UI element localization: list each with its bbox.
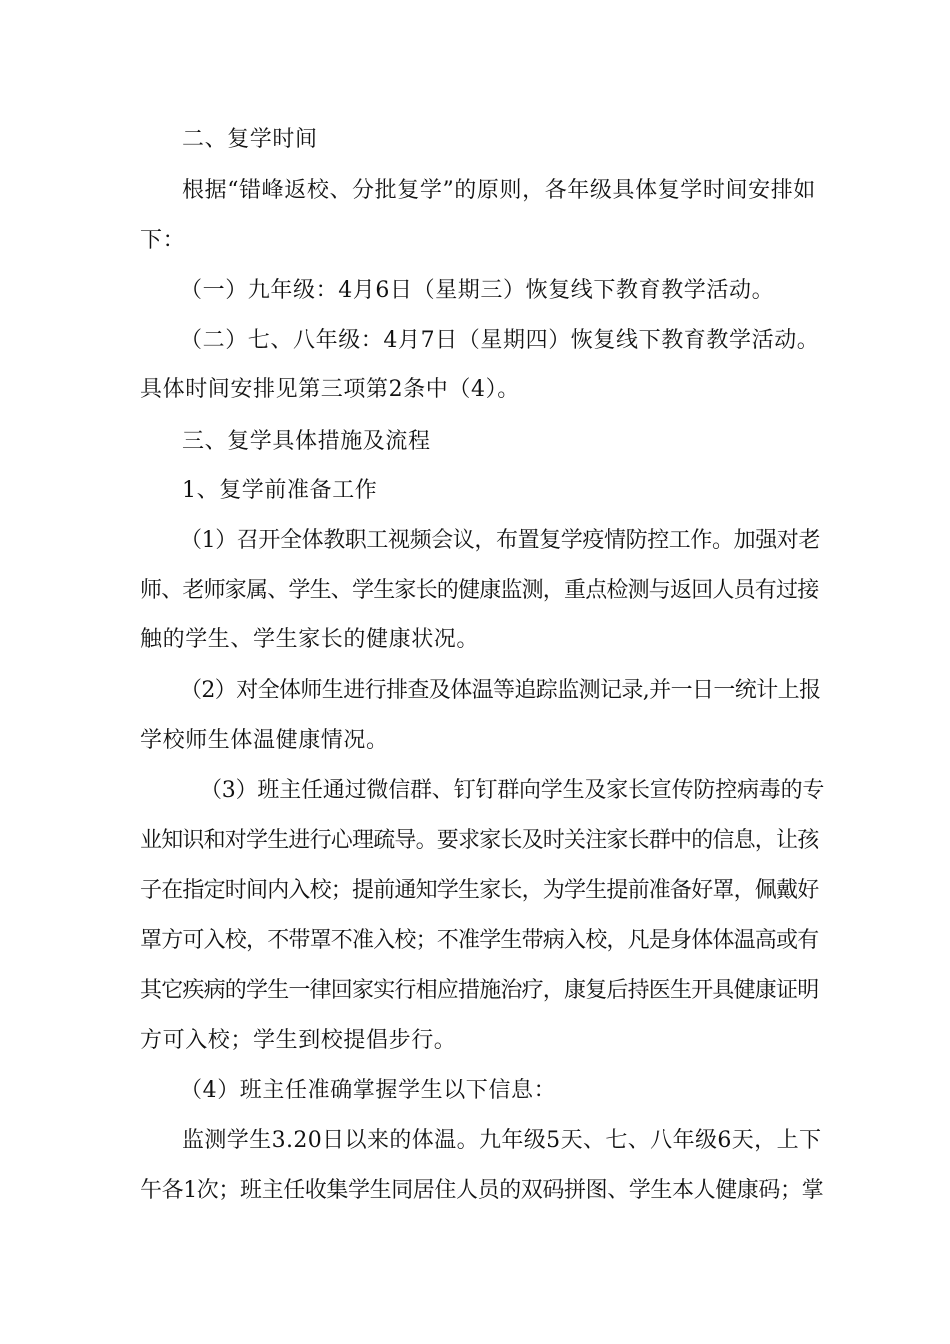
paragraph-line: 学校师生体温健康情况。 (140, 728, 389, 753)
paragraph-line: 根据“错峰返校、分批复学”的原则，各年级具体复学时间安排如 (182, 178, 816, 203)
paragraph-line: （4）班主任准确掌握学生以下信息： (180, 1078, 557, 1103)
paragraph-line: 子在指定时间内入校；提前通知学生家长，为学生提前准备好罩，佩戴好 (140, 878, 819, 903)
paragraph-line: 师、老师家属、学生、学生家长的健康监测，重点检测与返回人员有过接 (140, 578, 819, 603)
paragraph-line: 午各1次；班主任收集学生同居住人员的双码拼图、学生本人健康码；掌 (140, 1178, 824, 1203)
paragraph-line: （一）九年级：4月6日（星期三）恢复线下教育教学活动。 (180, 278, 775, 303)
subsection-heading-preparation: 1、复学前准备工作 (182, 478, 378, 503)
paragraph-line: 监测学生3.20日以来的体温。九年级5天、七、八年级6天，上下 (182, 1128, 822, 1153)
paragraph-line: 罩方可入校，不带罩不准入校；不准学生带病入校，凡是身体体温高或有 (140, 928, 819, 953)
paragraph-line: 具体时间安排见第三项第2条中（4）。 (140, 377, 520, 402)
paragraph-line: 业知识和对学生进行心理疏导。要求家长及时关注家长群中的信息，让孩 (140, 828, 819, 853)
paragraph-line: 触的学生、学生家长的健康状况。 (140, 627, 480, 652)
paragraph-line: 方可入校；学生到校提倡步行。 (140, 1028, 457, 1053)
section-heading-measures: 三、复学具体措施及流程 (182, 429, 431, 454)
paragraph-line: （二）七、八年级：4月7日（星期四）恢复线下教育教学活动。 (180, 328, 820, 353)
paragraph-line: （3）班主任通过微信群、钉钉群向学生及家长宣传防控病毒的专 (200, 778, 825, 803)
paragraph-line: （1）召开全体教职工视频会议，布置复学疫情防控工作。加强对老 (180, 528, 820, 553)
paragraph-line: （2）对全体师生进行排查及体温等追踪监测记录,并一日一统计上报 (180, 678, 821, 703)
paragraph-line: 下： (140, 228, 186, 253)
paragraph-line: 其它疾病的学生一律回家实行相应措施治疗，康复后持医生开具健康证明 (140, 978, 819, 1003)
section-heading-resumption-time: 二、复学时间 (182, 127, 318, 152)
